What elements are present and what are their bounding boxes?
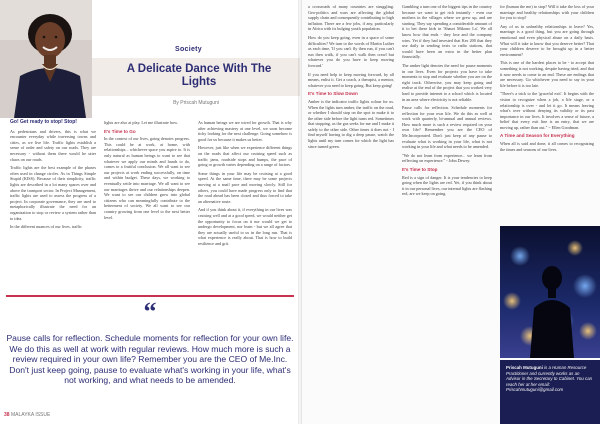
subheading-time-to-stop: It's Time to Stop: [402, 167, 438, 173]
paragraph: And if you think about it, if everything in our lives was cruising well and at a good speed, we would neither get the opportunity to focus on it nor would we get to undergo development, nor learn - but we all agree that they are actually useful to us in the long run. That is what experience is really about. That is how to build resilience and grit.: [198, 207, 292, 246]
pull-quote: [6, 295, 294, 405]
paragraph: How do you keep going, even in a space of some difficulties? We turn to the words of Martin Luther as each time, 'If you can't fly then run, if you can't run then walk, if you can't walk then crawl but whatever you do you have to keep moving forward.': [308, 34, 394, 68]
paragraph: for (human the me) to stop? Will it take the loss of your marriage and healthy relationships with your children for you to stop?: [500, 4, 594, 21]
paragraph: The amber light denotes the need for pause moments in our lives. Even for projects you have to take moments to stop and evaluate whether you are on the right track. Otherwise, you may keep going and realise at the end of the project that you worked very hard to provide internet to a school which is located in an area where electricity is not reliable.: [402, 62, 492, 102]
byline: [92, 100, 300, 106]
page-number: 38: [4, 412, 10, 418]
subheading-slow-down: It's Time to Slow Down: [308, 91, 358, 97]
paragraph: Some things in your life may be cruising at a good speed. At the same time, there may be some projects moving at a snail pace and moving slowly. Still for others, you could have made progress only to find that the road ahead has been closed and thus forced to take an alternative route.: [198, 170, 292, 204]
lead-paragraph: Go! Get ready to stop! Stop!: [10, 119, 77, 125]
right-column-2: [402, 4, 492, 200]
paragraph: If you need help to keep moving forward, by all means, enlist it. Get a coach, a therapist, a mentor, whatever you need to keep going. But keep going!: [308, 71, 394, 88]
night-scene-illustration: [500, 226, 600, 358]
left-column-2: [104, 120, 190, 223]
paragraph: Gambling a turn one of the biggest tips in the country because we want to get rich instantly - even our mothers in the villages where we grew up, and are starting. They say spending a considerable amount of it to bet these kids in 'Shauri Mikono La'. We all know how that ends - they lose and the company wins. Yet if they had invested that Kes 200 that they use daily in sending texts to radio stations, that would have been an extra in the better plan financially.: [402, 4, 492, 60]
byline-prefix: By: [173, 100, 179, 106]
bio-description: is a Human Resource Practitioner and currently works as an Advisor in the Secretary to Cabinet. You can reach her at her email: Priscahmutuguni@gmail.com: [506, 365, 593, 393]
quote-paragraph: "We do not learn from experience... we learn from reflecting on experience." - John Dewey.: [402, 152, 492, 164]
author-bio: [506, 365, 594, 393]
paragraph: As human beings we are wired for growth. That is why after achieving mastery at one level, we soon become itchy looking for the next challenge. Going somehow is good for us because it makes us better.: [198, 120, 292, 142]
article-title: [104, 63, 294, 89]
page-footer: [4, 412, 50, 418]
night-city-lights-image: [500, 226, 600, 358]
bio-author-name: Priscah Mutuguni: [506, 365, 543, 370]
author-portrait-image: [0, 0, 92, 118]
paragraph: Traffic lights are the best example of the phases often used in change circles. As in Things Simple Stupid (KISS). Because of their simplicity, traffic lights are described in a lot many spaces over and above the transport sector. In Project Management, traffic lights are used to assess the progress of a project. In corporate governance, they are used to metaphorically illustrate the need for an organization to stop or review a system rather than to idea.: [10, 165, 96, 221]
paragraph: Pause calls for reflection. Schedule moments for reflection for your own life. We do this as well at work with quarterly, bi-annual and annual reviews. How much more is such a review required on your own life? Remember you are the CEO of Me.Incorporated. Don't just keep of any pause to evaluate what is working in your life, what is not working in your life and what needs to be amended.: [402, 105, 492, 150]
right-column-3: [500, 4, 594, 224]
title-line-1: A Delicate Dance With The: [126, 63, 272, 75]
paragraph: lights are also at play. Let me illustrate how.: [104, 120, 178, 125]
paragraph: This is one of the hardest places to be - to accept that something is not working, despite having tried, and that it now needs to come to an end. These are endings that are necessary. Go whichever you need to say in your life before it is too late.: [500, 60, 594, 88]
title-line-2: Lights: [181, 76, 217, 88]
paragraph: When all is said and done, it all comes to recognizing the times and seasons of our lives.: [500, 141, 594, 152]
paragraph: However, just like when we experience different things on the roads that affect our cruising speed such as traffic jams, roadside stops and bumps, the pace of going or growth varies depending on a range of factors.: [198, 145, 292, 168]
paragraph: Red is a sign of danger. It is your tendencies to keep going when the lights are red. Yet, if you think about it in our personal lives, our internal lights are flashing red, are we keep on going.: [402, 174, 493, 197]
subheading-time-and-season: A Time and Season for Everything: [500, 133, 575, 139]
portrait-illustration: [0, 0, 92, 118]
paragraph: Any of us in unhealthy relationships to leave? Yes, marriage is a good thing, but you are going through emotional and even physical abuse on a daily basis. What will it take to know that you deserve better? That your children deserve to be brought up in a better environment?: [500, 23, 594, 57]
page-gutter: [298, 0, 302, 424]
subheading-time-to-go: It's Time to Go: [104, 128, 136, 134]
author-bio-box: [500, 360, 600, 424]
magazine-issue: MALAYKA ISSUE: [10, 412, 51, 418]
paragraph: In the different nuances of our lives, traffic: [10, 224, 82, 230]
paragraph: In the context of our lives, going denotes progress. This could be at work, at home, with relationships... whichever space you aspire to. It is only natural as human beings to want to see that whatever we apply our minds and hands to do, comes to a fruitful conclusion. We all want to see our projects at work ending successfully, on time and within budget. These days, we working to eventually settle into marriage. We all want to see our marriages thrive and our relationships deepen. We want to see our children grow into global citizens who can meaningfully contribute to the betterment of society. We all want to see our country growing from one level to the next better level.: [104, 136, 190, 220]
left-column-3: [198, 120, 292, 249]
paragraph: Amber is the indicator traffic lights colour for us. When the lights turn amber, the traffic on the road, or whether I should stop on the spot to make it to the other side before the light turns red. Sometimes that stopping, as the gas seeks for me and I make it safely to the other side. Other times it does not - I find myself having to dig a deep pause, watch the lights until my turn comes for which the light has since turned green.: [308, 98, 394, 149]
pull-quote-text: Pause calls for reflection. Schedule moments for reflection for your own life. We do this as well at work with regular reviews. How much more is such a review required in your own life? Remember you are the CEO of Me.Inc. Don't just keep going, pause to evaluate what's working in your life, what's not working, and what needs to be amended.: [6, 333, 294, 385]
paragraph: As pedestrians and drivers, this is what we encounter everyday while traversing towns and cities, as we live life. Traffic lights establish a sense of order and safety on our roads. They are necessary - without them there would be utter chaos on our roads.: [10, 128, 96, 162]
right-page: [300, 0, 600, 424]
section-label: Society: [175, 46, 202, 53]
quote-paragraph: "There's a trick to the 'graceful exit'. It begins with the vision to recognize when a job, a life stage, or a relationship is over - and let it go. It means leaving what's over without denying its validity or its past importance in our lives. It involves a sense of future, a belief that every exit line is an entry, that we are moving up, rather than out." ~ Ellen Goodman.: [500, 91, 594, 130]
paragraph: a crossroads of many countries are struggling. Geo-politics and wars are affecting the global supply chain and consequently contributing to high inflation. There are a few jobs, if any, particularly in Africa with its bulging youth population.: [308, 4, 394, 32]
left-column-1: [10, 120, 96, 233]
quote-mark-icon: “: [143, 297, 157, 326]
right-column-1: [308, 4, 394, 152]
byline-author: Priscah Mutuguni: [180, 100, 219, 106]
